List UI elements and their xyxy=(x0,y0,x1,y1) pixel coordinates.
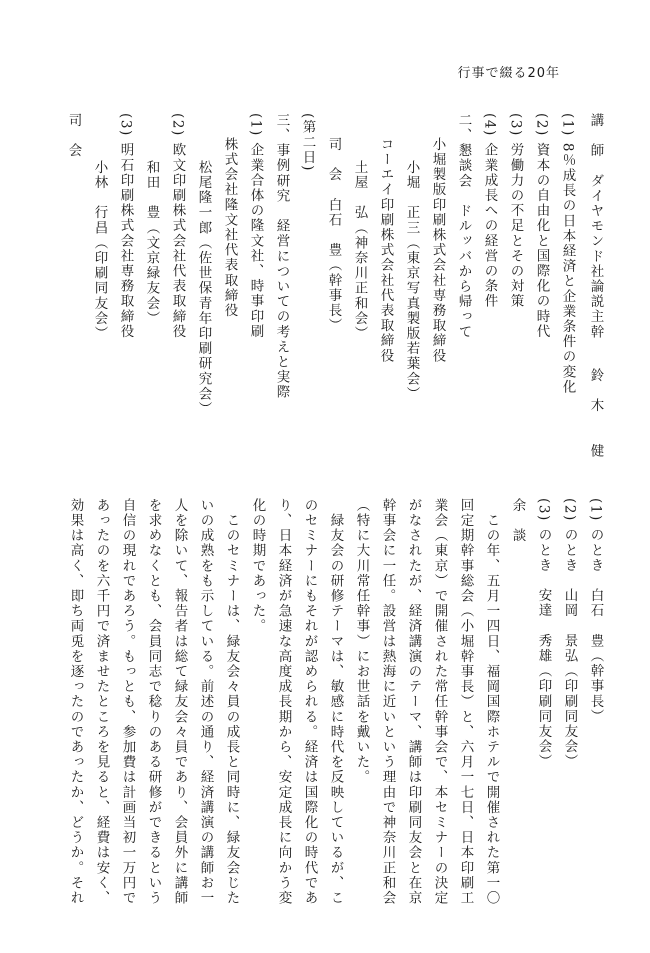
top-text-column: 土屋 弘（神奈川正和会） xyxy=(351,160,368,342)
top-text-column: 鈴 木 健 xyxy=(587,368,604,459)
bottom-text-column: (2) のとき 山岡 景弘（印刷同友会） xyxy=(561,498,578,770)
top-text-column: 株式会社隆文社代表取締役 xyxy=(221,137,238,319)
bottom-text-column: あったのを六千円で済ませたところを見ると、経費は安く、 xyxy=(93,498,110,906)
top-text-column: 松尾隆一郎（佐世保青年印刷研究会） xyxy=(195,160,212,417)
top-text-column: (2) 資本の自由化と国際化の時代 xyxy=(533,113,550,340)
top-text-column: 司 会 xyxy=(65,113,82,159)
bottom-text-column: 回定期幹事総会（小堀幹事長）と、六月一七日、日本印刷工 xyxy=(457,498,474,906)
bottom-text-column: (3) のとき 安達 秀雄（印刷同友会） xyxy=(535,498,552,770)
bottom-text-column: いの成熟をも示している。前述の通り、経済講演の講師お一 xyxy=(197,498,214,906)
top-text-column: (1) 企業合体の隆文社、時事印刷 xyxy=(247,113,264,340)
top-text-column: 小堀 正三（東京写真製版若葉会） xyxy=(403,160,420,402)
bottom-text-column: 人を除いて、報告者は総て緑友会々員であり、会員外に講師 xyxy=(171,498,188,906)
top-text-column: (1) 8％成長の日本経済と企業条件の変化 xyxy=(559,113,576,395)
bottom-text-column: 幹事会に一任。設営は熱海に近いという理由で神奈川正和会 xyxy=(379,498,396,906)
bottom-text-column: この年、五月一四日、福岡国際ホテルで開催された第一〇 xyxy=(483,498,500,906)
bottom-text-column: り、日本経済が急速な高度成長期から、安定成長に向かう変 xyxy=(275,498,292,906)
top-text-column: 司 会 白石 豊（幹事長） xyxy=(325,137,342,334)
bottom-text-column: がなされたが、経済講演のテーマ、講師は印刷同友会と在京 xyxy=(405,498,422,906)
bottom-text-column: このセミナーは、緑友会々員の成長と同時に、緑友会じた xyxy=(223,498,240,906)
top-text-column: コーエイ印刷株式会社代表取締役 xyxy=(377,137,394,364)
top-text-column: (3) 明石印刷株式会社専務取締役 xyxy=(117,113,134,340)
bottom-text-column: （特に大川常任幹事）にお世話を戴いた。 xyxy=(353,498,370,785)
bottom-text-column: 緑友会の研修テーマは、敏感に時代を反映しているが、こ xyxy=(327,498,344,906)
top-text-column: 三、事例研究 経営についての考えと実際 xyxy=(273,113,290,400)
top-text-column: 講 師 ダイヤモンド社論説主幹 xyxy=(587,113,604,340)
bottom-text-column: 効果は高く、即ち両兎を逐ったのであったか、どうか。それ xyxy=(67,498,84,906)
top-text-column: 小林 行昌（印刷同友会） xyxy=(91,160,108,342)
top-text-column: (3) 労働力の不足とその対策 xyxy=(507,113,524,309)
top-text-column: (4) 企業成長への経営の条件 xyxy=(481,113,498,309)
top-text-column: (第二日) xyxy=(299,113,316,173)
bottom-text-column: のセミナーにもそれが認められる。経済は国際化の時代であ xyxy=(301,498,318,906)
bottom-text-column: (1) のとき 白石 豊（幹事長） xyxy=(587,498,604,725)
top-text-column: (2) 欧文印刷株式会社代表取締役 xyxy=(169,113,186,340)
page-header: 行事で綴る20年 xyxy=(457,66,560,81)
bottom-text-column: 余 談 xyxy=(509,498,526,544)
bottom-text-column: 化の時期であった。 xyxy=(249,498,266,634)
bottom-text-column: 業会（東京）で開催された常任幹事会で、本セミナーの決定 xyxy=(431,498,448,906)
top-text-column: 小堀製版印刷株式会社専務取締役 xyxy=(429,137,446,364)
top-text-column: 二、懇談会 ドルッバから帰って xyxy=(455,113,472,340)
top-text-column: 和田 豊（文京緑友会） xyxy=(143,160,160,327)
bottom-text-column: 自信の現れであろう。もっとも、参加費は計画当初一万円で xyxy=(119,498,136,906)
bottom-text-column: を求めなくとも、会員同志で稔りのある研修ができるという xyxy=(145,498,162,906)
